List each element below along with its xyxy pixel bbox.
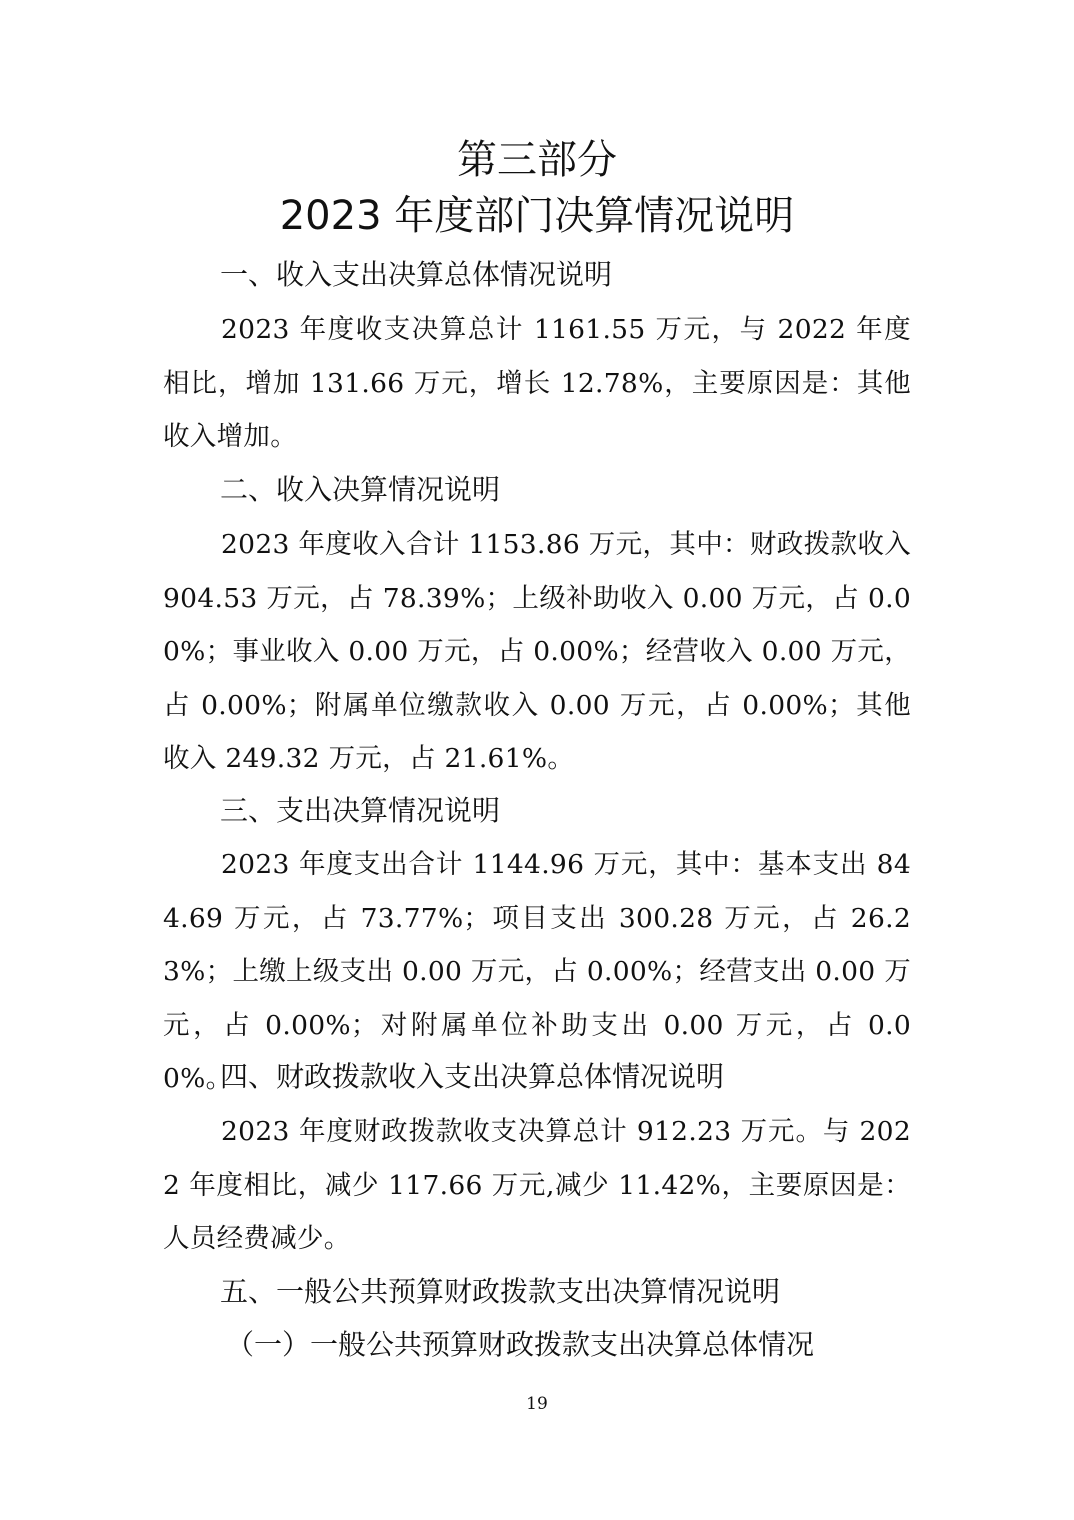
section-1-heading: 一、收入支出决算总体情况说明 (220, 258, 613, 291)
page-number: 19 (526, 1394, 548, 1414)
section-1-paragraph: 2023 年度收支决算总计 1161.55 万元，与 2022 年度相比，增加 131.66 万元，增长 12.78%，主要原因是：其他收入增加。 (163, 314, 911, 452)
section-2-paragraph: 2023 年度收入合计 1153.86 万元，其中：财政拨款收入 904.53 万元，占 78.39%；上级补助收入 0.00 万元，占 0.00%；事业收入 0.00 万元，占 0.00%；经营收入 0.00 万元，占 0.00%；附属单位缴款收入 0.00 万元，占 0.00%；其他收入 249.32 万元，占 21.61%。 (163, 529, 911, 774)
section-3-paragraph: 2023 年度支出合计 1144.96 万元，其中：基本支出 844.69 万元，占 73.77%；项目支出 300.28 万元，占 26.23%；上缴上级支出 0.00 万元，占 0.00%；经营支出 0.00 万元，占 0.00%；对附属单位补助支出 0.00 万元，占 0.00%。 (163, 849, 911, 1094)
section-5-sub-heading: （一）一般公共预算财政拨款支出决算总体情况 (226, 1328, 815, 1361)
section-5-heading: 五、一般公共预算财政拨款支出决算情况说明 (220, 1275, 781, 1308)
section-4-paragraph: 2023 年度财政拨款收支决算总计 912.23 万元。与 2022 年度相比，减少 117.66 万元,减少 11.42%，主要原因是：人员经费减少。 (163, 1116, 911, 1254)
part-title: 第三部分 (457, 137, 617, 183)
section-2-heading: 二、收入决算情况说明 (220, 473, 501, 506)
section-4-heading: 四、财政拨款收入支出决算总体情况说明 (220, 1060, 725, 1093)
main-title: 2023 年度部门决算情况说明 (279, 193, 795, 239)
section-3-heading: 三、支出决算情况说明 (220, 794, 501, 827)
